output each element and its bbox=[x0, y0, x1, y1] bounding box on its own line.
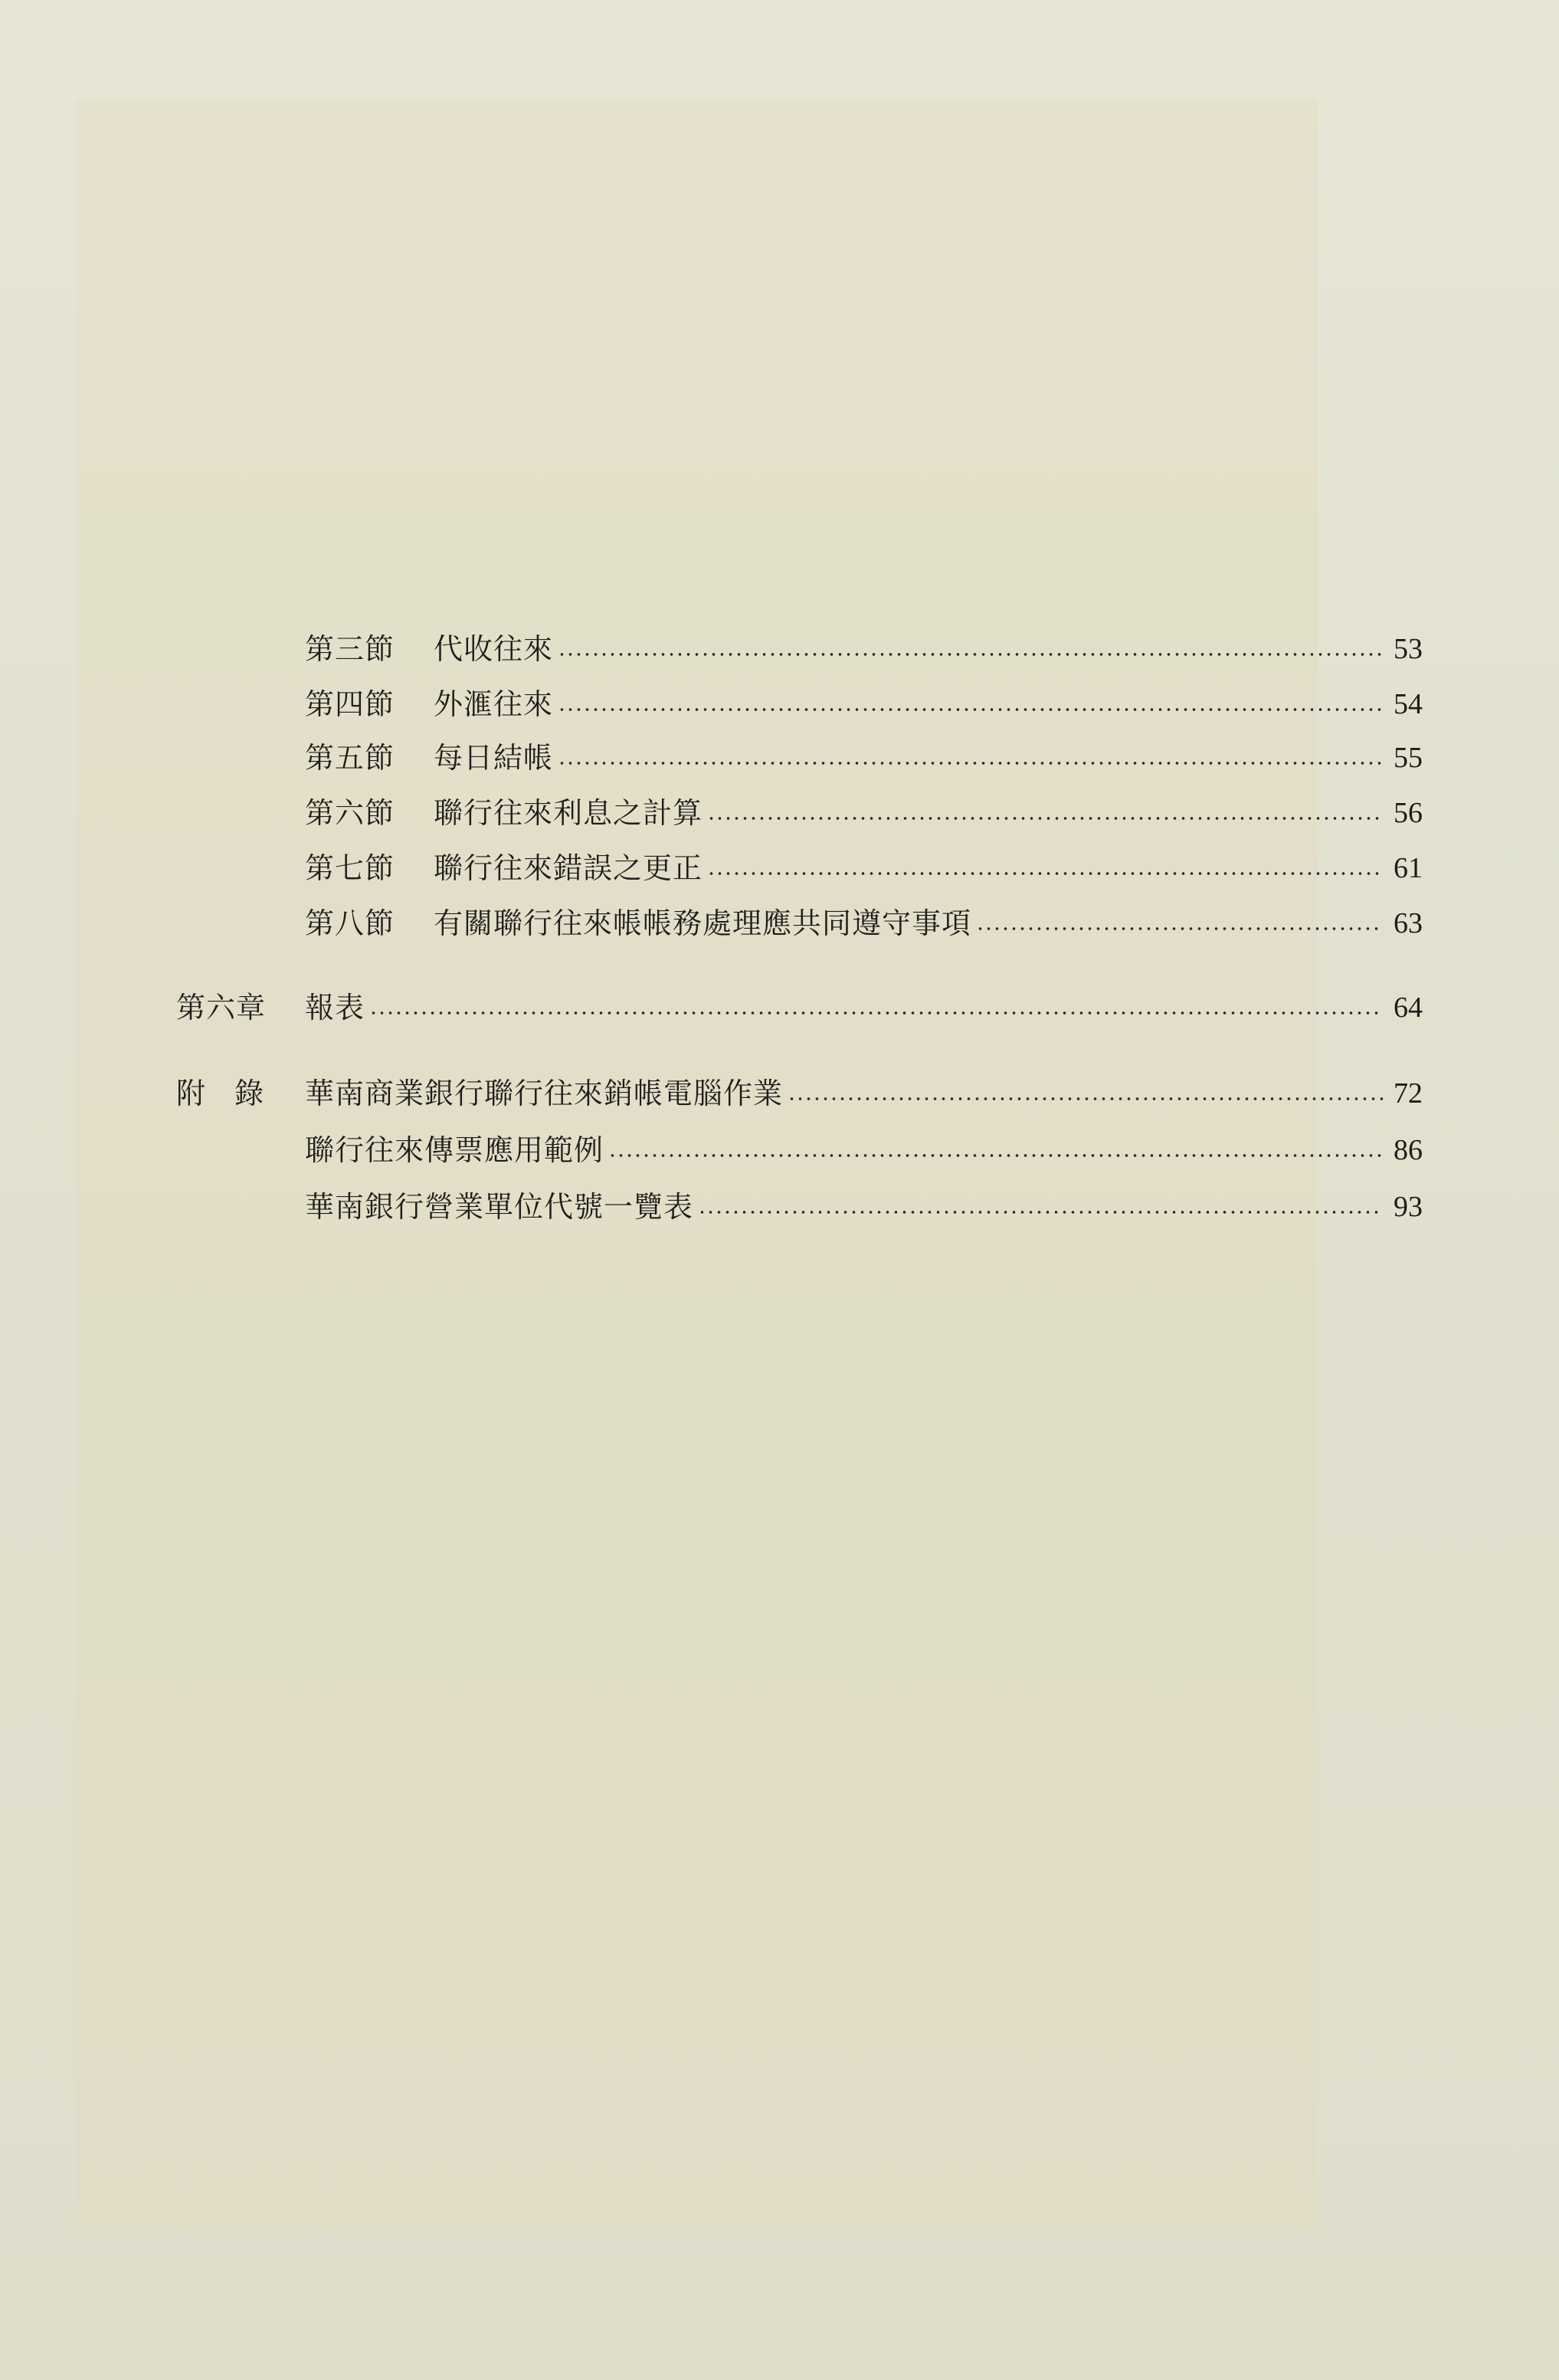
toc-entry-title: 聯行往來傳票應用範例 bbox=[305, 1133, 604, 1167]
toc-entry-label: 附錄 bbox=[176, 1077, 293, 1110]
toc-entry-page: 72 bbox=[1394, 1077, 1423, 1110]
toc-entry-page: 53 bbox=[1394, 633, 1423, 665]
toc-entry-section-6[interactable] bbox=[305, 794, 1423, 832]
toc-entry-chapter-6[interactable] bbox=[176, 988, 1423, 1027]
toc-entry-page: 61 bbox=[1394, 852, 1423, 884]
toc-entry-label: 第七節 bbox=[305, 851, 395, 885]
dot-leader bbox=[707, 815, 1383, 821]
toc-entry-title: 聯行往來錯誤之更正 bbox=[434, 851, 703, 885]
toc-entry-appendix-sub-1[interactable] bbox=[305, 1131, 1423, 1169]
toc-entry-label: 第六節 bbox=[305, 796, 395, 830]
toc-entry-label: 第四節 bbox=[305, 687, 395, 721]
toc-entry-section-4[interactable] bbox=[305, 685, 1423, 723]
toc-entry-page: 55 bbox=[1394, 742, 1423, 774]
toc-entry-label: 第六章 bbox=[176, 991, 267, 1024]
toc-entry-label: 第五節 bbox=[305, 741, 395, 775]
toc-entry-page: 93 bbox=[1394, 1191, 1423, 1223]
toc-entry-title: 每日結帳 bbox=[434, 741, 554, 775]
toc-entry-title: 華南銀行營業單位代號一覽表 bbox=[305, 1190, 694, 1224]
toc-entry-title: 外滙往來 bbox=[434, 687, 554, 721]
toc-entry-title: 華南商業銀行聯行往來銷帳電腦作業 bbox=[305, 1077, 784, 1110]
toc-entry-section-3[interactable] bbox=[305, 630, 1423, 668]
dot-leader bbox=[369, 1010, 1383, 1016]
toc-entry-section-5[interactable] bbox=[305, 739, 1423, 777]
toc-entry-page: 64 bbox=[1394, 992, 1423, 1024]
toc-entry-appendix-sub-2[interactable] bbox=[305, 1188, 1423, 1226]
toc-entry-title: 代收往來 bbox=[434, 632, 554, 666]
toc-entry-title: 報表 bbox=[305, 991, 365, 1024]
dot-leader bbox=[558, 760, 1383, 766]
toc-entry-page: 54 bbox=[1394, 688, 1423, 720]
toc-entry-appendix[interactable] bbox=[176, 1074, 1423, 1113]
toc-entry-title: 聯行往來利息之計算 bbox=[434, 796, 703, 830]
dot-leader bbox=[558, 651, 1383, 657]
toc-entry-section-7[interactable] bbox=[305, 849, 1423, 887]
toc-entry-label: 第三節 bbox=[305, 632, 395, 666]
dot-leader bbox=[976, 926, 1383, 932]
dot-leader bbox=[698, 1209, 1383, 1215]
toc-entry-page: 86 bbox=[1394, 1134, 1423, 1166]
dot-leader bbox=[558, 706, 1383, 713]
dot-leader bbox=[788, 1096, 1383, 1102]
toc-entry-title: 有關聯行往來帳帳務處理應共同遵守事項 bbox=[434, 906, 972, 940]
dot-leader bbox=[608, 1152, 1383, 1159]
toc-entry-page: 63 bbox=[1394, 907, 1423, 939]
dot-leader bbox=[707, 870, 1383, 877]
toc-entry-page: 56 bbox=[1394, 797, 1423, 829]
toc-entry-label: 第八節 bbox=[305, 906, 395, 940]
toc-entry-section-8[interactable] bbox=[305, 904, 1423, 942]
